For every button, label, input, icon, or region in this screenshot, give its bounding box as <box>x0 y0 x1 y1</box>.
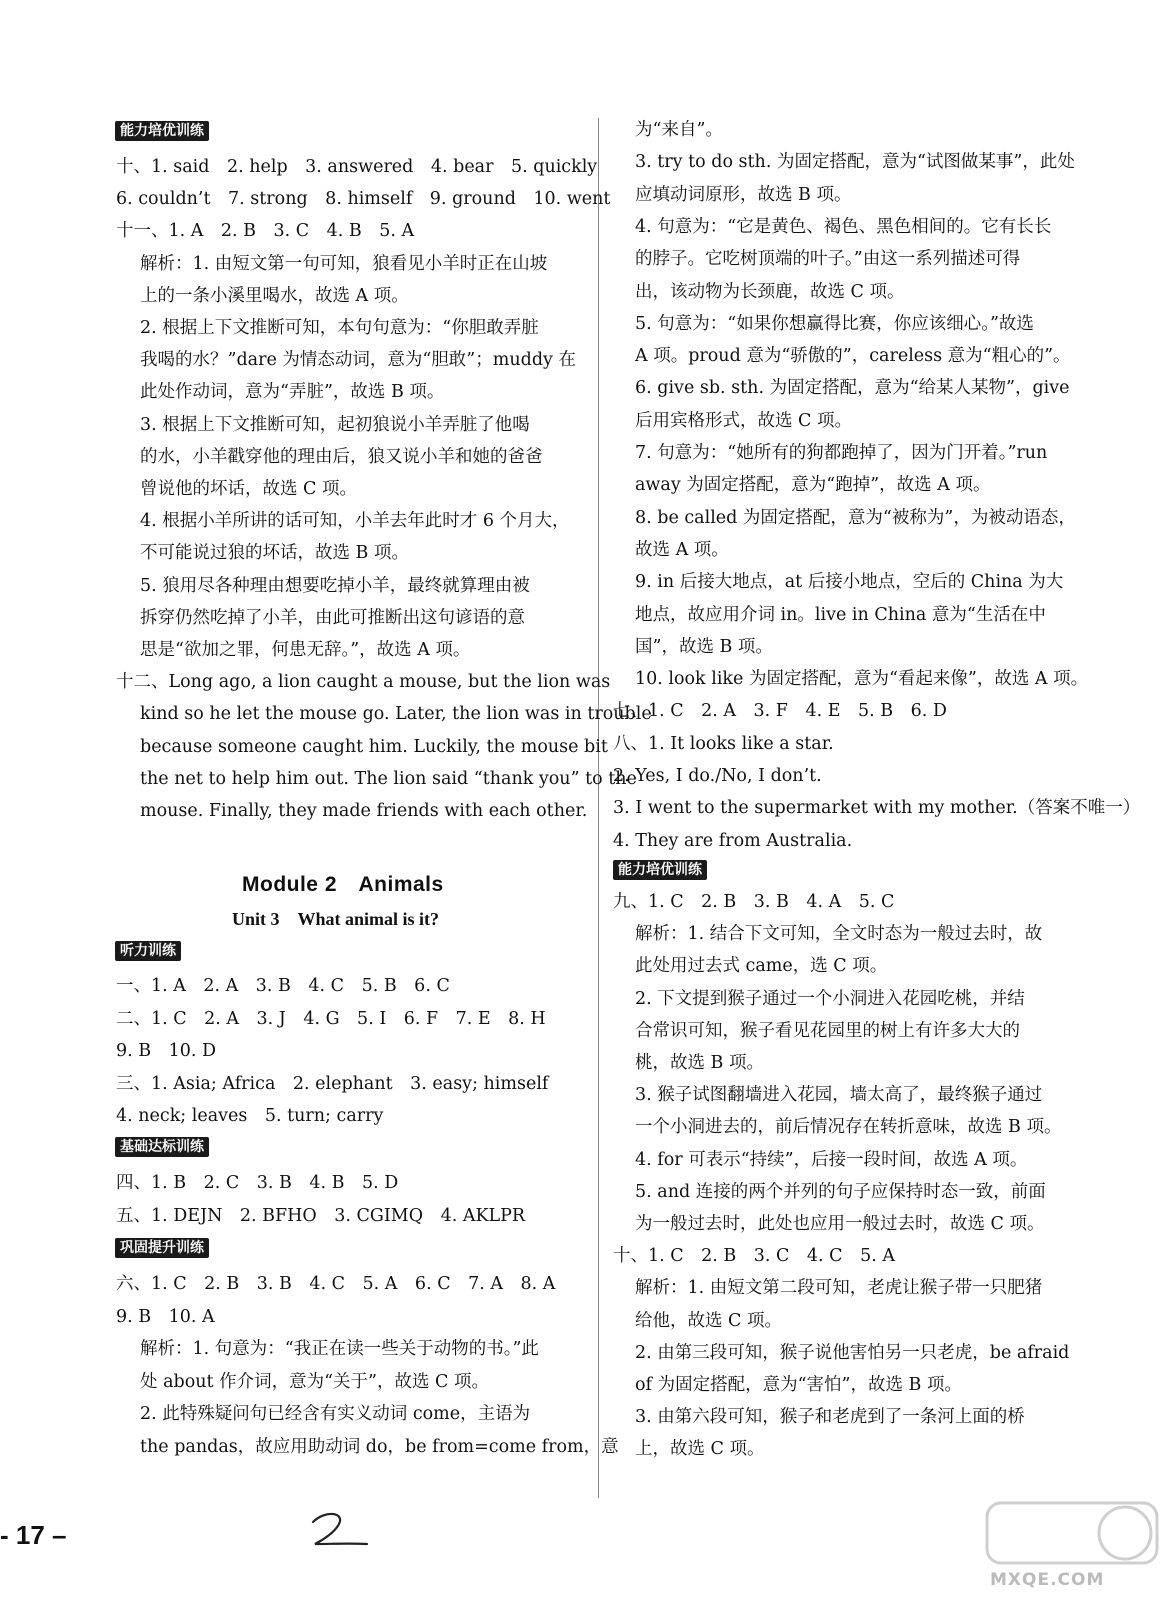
text-line: 四、1. B 2. C 3. B 4. B 5. D <box>116 1173 399 1193</box>
text-line: 地点，故应用介词 in。live in China 意为“生活在中 <box>635 604 1046 625</box>
text-line: 国”，故选 B 项。 <box>635 636 773 657</box>
section-label-consolidate: 巩固提升训练 <box>115 1238 209 1258</box>
text-line: 七、1. C 2. A 3. F 4. E 5. B 6. D <box>613 701 947 722</box>
text-line: kind so he let the mouse go. Later, the lion was in trouble <box>140 704 652 725</box>
text-line: 一个小洞进去的，前后情况存在转折意味，故选 B 项。 <box>635 1117 1062 1138</box>
text-line: 4. 根据小羊所讲的话可知，小羊去年此时才 6 个月大， <box>140 511 570 532</box>
text-line: 9. in 后接大地点，at 后接小地点，空后的 China 为大 <box>635 572 1064 593</box>
text-line: 不可能说过狼的坏话，故选 B 项。 <box>140 543 409 564</box>
text-line: 5. 句意为：“如果你想赢得比赛，你应该细心。”故选 <box>635 313 1034 334</box>
text-line: 3. I went to the supermarket with my mother.（答案不唯一） <box>613 798 1141 819</box>
text-line: 为“来自”。 <box>635 120 723 140</box>
text-line: the pandas，故应用助动词 do，be from=come from，意 <box>140 1436 619 1457</box>
text-line: 7. 句意为：“她所有的狗都跑掉了，因为门开着。”run <box>635 443 1048 463</box>
text-line: 的脖子。它吃树顶端的叶子。”由这一系列描述可得 <box>635 249 1021 270</box>
text-line: away 为固定搭配，意为“跑掉”，故选 A 项。 <box>635 475 991 496</box>
text-line: 3. 猴子试图翻墙进入花园，墙太高了，最终猴子通过 <box>635 1085 1043 1106</box>
text-line: 的水，小羊戳穿他的理由后，狼又说小羊和她的爸爸 <box>140 446 543 467</box>
text-line: 三、1. Asia; Africa 2. elephant 3. easy; himself <box>116 1073 549 1094</box>
text-line: 解析：1. 由短文第一句可知，狼看见小羊时正在山坡 <box>140 253 548 274</box>
text-line: 合常识可知，猴子看见花园里的树上有许多大大的 <box>635 1020 1020 1041</box>
text-line: 解析：1. 句意为：“我正在读一些关于动物的书。”此 <box>140 1339 539 1359</box>
text-line: 5. and 连接的两个并列的句子应保持时态一致，前面 <box>635 1181 1046 1202</box>
text-line: 2. 由第三段可知，猴子说他害怕另一只老虎，be afraid <box>635 1342 1070 1363</box>
text-line: because someone caught him. Luckily, the mouse bit <box>140 736 608 757</box>
text-line: 拆穿仍然吃掉了小羊，由此可推断出这句谚语的意 <box>140 607 525 628</box>
text-line: 十、1. said 2. help 3. answered 4. bear 5. quickly <box>116 157 598 177</box>
section-label-ability-2: 能力培优训练 <box>613 860 707 880</box>
text-line: 六、1. C 2. B 3. B 4. C 5. A 6. C 7. A 8. A <box>116 1274 556 1294</box>
section-label-ability: 能力培优训练 <box>115 121 209 141</box>
column-divider <box>598 118 599 1498</box>
page-number: - 17 – <box>0 1520 67 1550</box>
text-line: 6. couldn’t 7. strong 8. himself 9. ground 10. went <box>116 189 611 210</box>
text-line: 2. Yes, I do./No, I don’t. <box>613 766 822 786</box>
text-line: 曾说他的坏话，故选 C 项。 <box>140 479 358 499</box>
text-line: 9. B 10. D <box>116 1041 217 1061</box>
text-line: 上的一条小溪里喝水，故选 A 项。 <box>140 285 409 306</box>
text-line: 5. 狼用尽各种理由想要吃掉小羊，最终就算理由被 <box>140 575 530 596</box>
watermark-url: MXQE.COM <box>990 1570 1105 1590</box>
text-line: 4. for 可表示“持续”，后接一段时间，故选 A 项。 <box>635 1149 1028 1170</box>
text-line: 10. look like 为固定搭配，意为“看起来像”，故选 A 项。 <box>635 669 1089 690</box>
text-line: 上，故选 C 项。 <box>635 1439 765 1460</box>
text-line: 3. try to do sth. 为固定搭配，意为“试图做某事”，此处 <box>635 152 1075 173</box>
text-line: 思是“欲加之罪，何患无辞。”，故选 A 项。 <box>140 640 471 660</box>
section-label-listening: 听力训练 <box>115 941 181 961</box>
text-line: 九、1. C 2. B 3. B 4. A 5. C <box>613 892 895 912</box>
text-line: 2. 此特殊疑问句已经含有实义动词 come，主语为 <box>140 1404 531 1424</box>
module-title: Module 2 Animals <box>242 873 444 896</box>
text-line: 4. neck; leaves 5. turn; carry <box>116 1106 384 1126</box>
text-line: 十一、1. A 2. B 3. C 4. B 5. A <box>116 221 415 242</box>
text-line: 9. B 10. A <box>116 1306 215 1327</box>
section-label-basic: 基础达标训练 <box>115 1137 209 1157</box>
text-line: 2. 根据上下文推断可知，本句句意为：“你胆敢弄脏 <box>140 318 539 338</box>
text-line: 八、1. It looks like a star. <box>613 733 834 754</box>
text-line: 出，该动物为长颈鹿，故选 C 项。 <box>635 281 905 302</box>
text-line: 给他，故选 C 项。 <box>635 1310 783 1331</box>
text-line: 此处用过去式 came，选 C 项。 <box>635 956 888 977</box>
text-line: 十、1. C 2. B 3. C 4. C 5. A <box>613 1246 895 1267</box>
watermark-logo <box>985 1495 1165 1575</box>
text-line: 应填动词原形，故选 B 项。 <box>635 184 852 205</box>
handwritten-mark <box>305 1510 375 1550</box>
text-line: 桃，故选 B 项。 <box>635 1053 764 1073</box>
text-line: 解析：1. 结合下文可知，全文时态为一般过去时，故 <box>635 924 1043 945</box>
text-line: 为一般过去时，此处也应用一般过去时，故选 C 项。 <box>635 1214 1045 1234</box>
text-line: 4. They are from Australia. <box>613 830 853 851</box>
text-line: 五、1. DEJN 2. BFHO 3. CGIMQ 4. AKLPR <box>116 1205 526 1226</box>
text-line: 3. 由第六段可知，猴子和老虎到了一条河上面的桥 <box>635 1407 1025 1428</box>
text-line: 6. give sb. sth. 为固定搭配，意为“给某人某物”，give <box>635 378 1070 399</box>
text-line: 故选 A 项。 <box>635 539 729 560</box>
text-line: 我喝的水？”dare 为情态动词，意为“胆敢”；muddy 在 <box>140 350 576 371</box>
text-line: 8. be called 为固定搭配，意为“被称为”，为被动语态， <box>635 507 1076 528</box>
text-line: 一、1. A 2. A 3. B 4. C 5. B 6. C <box>116 976 450 996</box>
text-line: 2. 下文提到猴子通过一个小洞进入花园吃桃，并结 <box>635 988 1025 1009</box>
text-line: 二、1. C 2. A 3. J 4. G 5. I 6. F 7. E 8. H <box>116 1008 546 1029</box>
unit-title: Unit 3 What animal is it? <box>232 909 440 929</box>
text-line: 解析：1. 由短文第二段可知，老虎让猴子带一只肥猪 <box>635 1278 1043 1299</box>
text-line: 处 about 作介词，意为“关于”，故选 C 项。 <box>140 1371 490 1392</box>
text-line: 3. 根据上下文推断可知，起初狼说小羊弄脏了他喝 <box>140 414 530 435</box>
text-line: 4. 句意为：“它是黄色、褐色、黑色相间的。它有长长 <box>635 216 1052 237</box>
text-line: mouse. Finally, they made friends with each other. <box>140 801 588 821</box>
text-line: A 项。proud 意为“骄傲的”，careless 意为“粗心的”。 <box>635 346 1071 367</box>
text-line: of 为固定搭配，意为“害怕”，故选 B 项。 <box>635 1375 962 1395</box>
text-line: 十二、Long ago, a lion caught a mouse, but the lion was <box>116 672 611 693</box>
text-line: the net to help him out. The lion said “thank you” to the <box>140 768 637 789</box>
text-line: 后用宾格形式，故选 C 项。 <box>635 410 853 431</box>
text-line: 此处作动词，意为“弄脏”，故选 B 项。 <box>140 382 445 403</box>
